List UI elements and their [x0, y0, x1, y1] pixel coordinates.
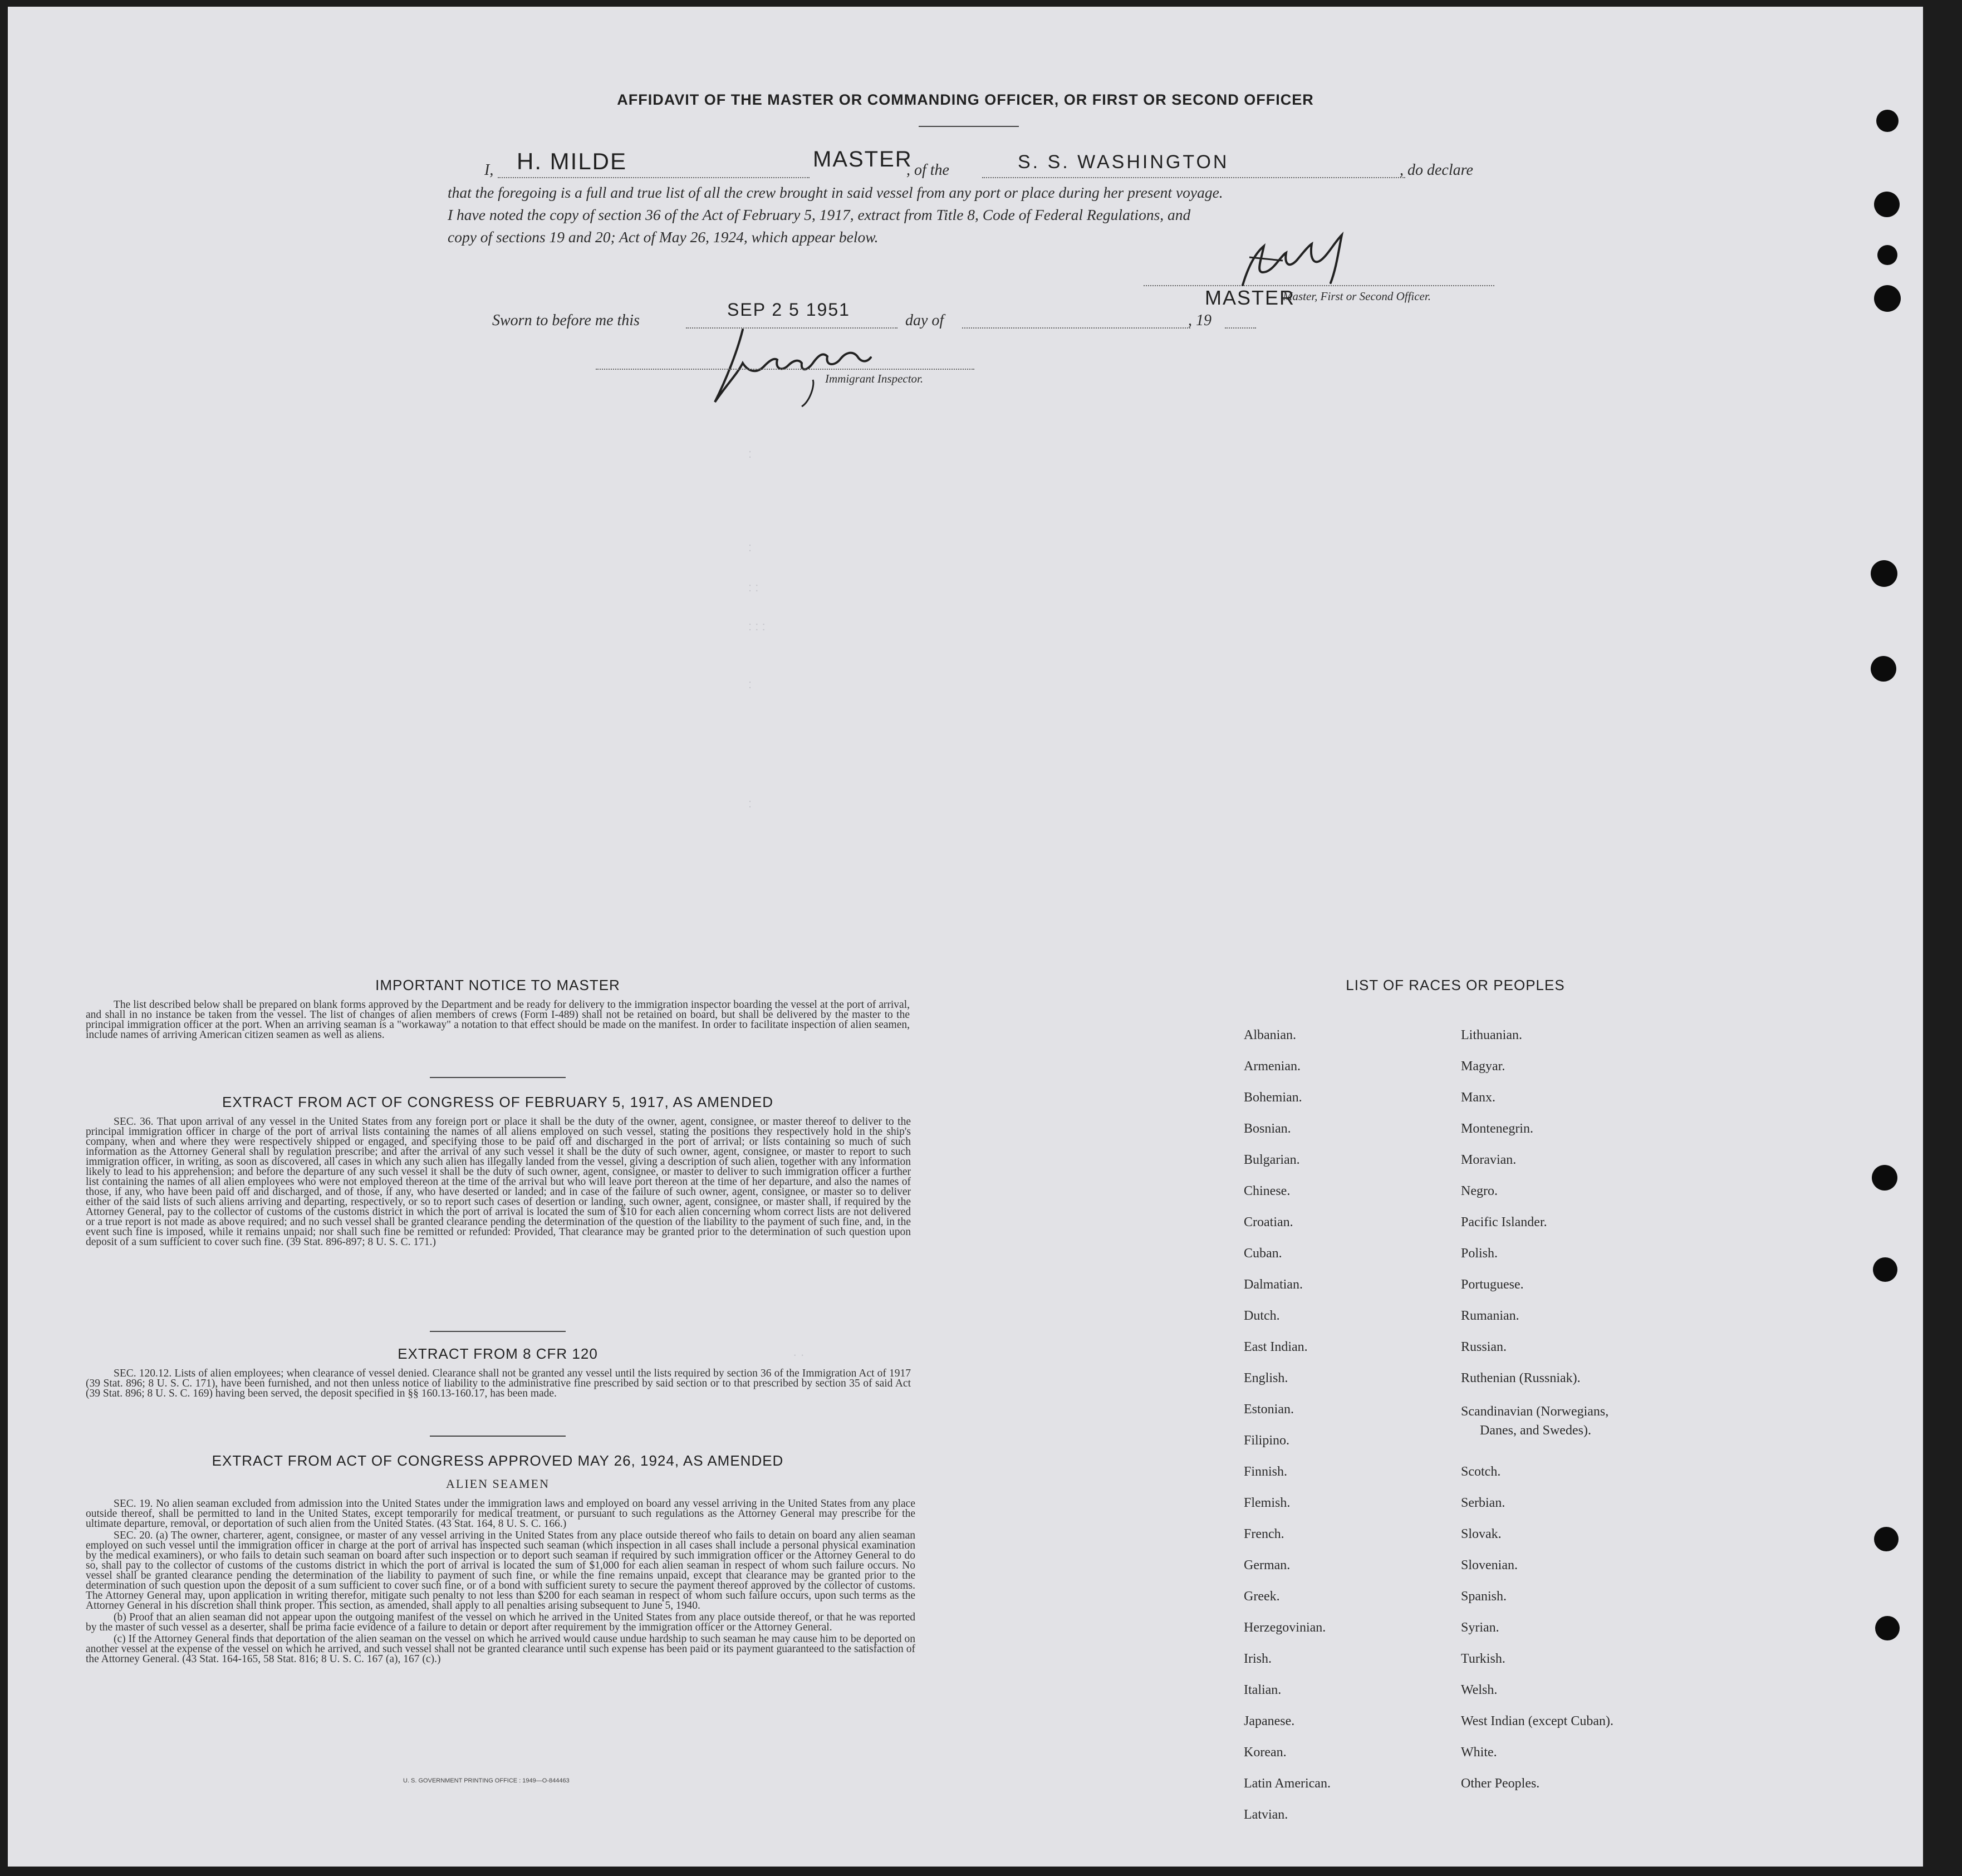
race-item: Russian. — [1461, 1340, 1507, 1354]
notice-text: The list described below shall be prepared on blank forms approved by the Department and be ready for delivery to the immigration inspector boarding the vessel at the port of arrival, and shall in no instance be taken from the vessel. The list of changes of alien members of crews (Form I-489) shall not be retained on board, but shall be delivered by the master to the principal immigration officer at the port. When an arriving seaman is a "workaway" a notation to that effect should be made on the manifest. In order to facilitate inspection of alien seamen, include names of arriving American citizen seamen as well as aliens. — [86, 999, 910, 1041]
race-item: Spanish. — [1461, 1589, 1507, 1604]
race-item: Slovak. — [1461, 1527, 1502, 1541]
race-item: Magyar. — [1461, 1059, 1505, 1074]
form-sheet: AFFIDAVIT OF THE MASTER OR COMMANDING OFFICER, OR FIRST OR SECOND OFFICER I, H. MILDE MASTER , of the S. S. WASHINGTON , do declare that the foregoing is a full and true list of all the crew brought in said vessel from any port or place during her present voyage. I have noted the copy of section 36 of the Act of February 5, 1917, extract from Title 8, Code of Federal Regulations, and copy of sections 19 and 20; Act of May 26, 1924, which appear below. MASTER Master, First or Second Officer. Sworn to before me this SEP 2 5 1951 day of , 19 Immigrant Inspector. : : : : : : : : : · · IMPORTANT NOTICE TO MASTER The list described below shall be prepared on blank forms approved by the Department and be ready for delivery to the immigration inspector boarding the vessel at the port of arrival, and shall in no instance be taken from the vessel. The list of changes of alien members of crews (Form I-489) shall not be retained on board, but shall be delivered by the master to the principal immigration officer at the port. When an arriving seaman is a "workaway" a notation to that effect should be made on the manifest. In order to facilitate inspection of alien seamen, include names of arriving American citizen seamen as well as aliens. EXTRACT FROM ACT OF CONGRESS OF FEBRUARY 5, 1917, AS AMENDED SEC. 36. That upon arrival of any vessel in the United States from any foreign port or place it shall be the duty of the owner, agent, consignee, or master thereof to deliver to the principal immigration officer in charge of the port of arrival lists containing the names of all aliens employed on such vessel, stating the positions they respectively hold in the ship's company, when and where they were respectively shipped or engaged, and specifying those to be paid off and discharged in the port of arrival; or lists containing so much of such information as the Attorney General shall by regulation prescribe; and after the arrival of any such vessel it shall be the duty of such owner, agent, consignee, or master to report to such immigration officer, in writing, as soon as discovered, all cases in which any such alien has illegally landed from the vessel, giving a description of such alien, together with any information likely to lead to his apprehension; and before the departure of any such vessel it shall be the duty of such owner, agent, consignee, or master to deliver to such immigration officer a further list containing the names of all alien employees who were not employed thereon at the time of the arrival but who will leave port thereon at the time of her departure, and also the names of those, if any, who have been paid off and discharged, and of those, if any, who have deserted or landed; and in case of the failure of such owner, agent, consignee, or master so to deliver either of the said lists of such aliens arriving and departing, respectively, or so to report such cases of desertion or landing, such owner, agent, consignee, or master shall, if required by the Attorney General, pay to the collector of customs of the customs district in which the port of arrival is located the sum of $10 for each alien concerning whom correct lists are not delivered or a true report is not made as above required; and no such vessel shall be granted clearance pending the determination of the question of the liability to the payment of such fine, and, in the event such fine is imposed, while it remains unpaid; nor shall such fine be remitted or refunded: Provided, That clearance may be granted prior to the determination of such question upon deposit of a sum sufficient to cover such fine. (39 Stat. 896-897; 8 U. S. C. 171.) EXTRACT FROM 8 CFR 120 SEC. 120.12. Lists of alien employees; when clearance of vessel denied. Clearance shall not be granted any vessel until the lists required by section 36 of the Immigration Act of 1917 (39 Stat. 896; 8 U. S. C. 171), have been furnished, and not then unless notice of liability to the administrative fine prescribed by said section or to that prescribed by section 35 of said Act (39 Stat. 896; 8 U. S. C. 169) having been served, the deposit specified in §§ 160.13-160.17, has been made. EXTRACT FROM ACT OF CONGRESS APPROVED MAY 26, 1924, AS AMENDED ALIEN SEAMEN SEC. 19. No alien seaman excluded from admission into the United States under the immigration laws and employed on board any vessel arriving in the United States from any place outside thereof, shall be permitted to land in the United States, except temporarily for medical treatment, or pursuant to such regulations as the Attorney General may prescribe for the ultimate departure, removal, or deportation of such alien from the United States. (43 Stat. 164, 8 U. S. C. 166.) SEC. 20. (a) The owner, charterer, agent, consignee, or master of any vessel arriving in the United States from any place outside thereof who fails to detain on board any alien seaman employed on such vessel until the immigration officer in charge at the port of arrival has inspected such seaman (which inspection in all cases shall include a personal physical examination by the medical examiners), or who fails to detain such seaman on board after such inspection or to deport such seaman if required by such immigration officer or the Attorney General to do so, shall pay to the collector of customs of the customs district in which the port of arrival is located the sum of $1,000 for each alien seaman in respect of whom such failure occurs. No vessel shall be granted clearance pending the determination of the liability to payment of such fine, or while the fine remains unpaid, except that clearance may be granted prior to the determination of such question upon the deposit of a sum sufficient to cover such fine, or of a bond with sufficient surety to secure the payment thereof approved by the collector of customs. The Attorney General may, upon application in writing therefor, mitigate such penalty to not less than $200 for each seaman in respect of whom such failure occurs, upon such terms as the Attorney General in his discretion shall think proper. This section, as amended, shall apply to all penalties arising subsequent to June 5, 1940. (b) Proof that an alien seaman did not appear upon the outgoing manifest of the vessel on which he arrived in the United States from any place outside thereof, or that he was reported by the master of such vessel as a deserter, shall be prima facie evidence of a failure to detain or deport after requirement by the immigration officer or the Attorney General. (c) If the Attorney General finds that deportation of the alien seaman on the vessel on which he arrived would cause undue hardship to such seaman he may cause him to be deported on another vessel at the expense of the vessel on which he arrived, and such vessel shall not be granted clearance until such expense has been paid or its payment guaranteed to the satisfaction of the Attorney General. (43 Stat. 164-165, 58 Stat. 816; 8 U. S. C. 167 (a), 167 (c).) U. S. GOVERNMENT PRINTING OFFICE : 1949—O-844463 LIST OF RACES OR PEOPLES Albanian. Armenian. Bohemian. Bosnian. Bulgarian. Chinese. Croatian. Cuban. Dalmatian. Dutch. East Indian. English. Estonian. Filipino. Finnish. Flemish. French. German. Greek. Herzegovinian. Irish. Italian. Japanese. Korean. Latin American. Latvian. Lithuanian. Magyar. Manx. Montenegrin. Moravian. Negro. Pacific Islander. Polish. Portuguese. Rumanian. Russian. Ruthenian (Russniak). Scandinavian (Norwegians, Danes, and Swedes). Scotch. Serbian. Slovak. Slovenian. Spanish. Syrian. Turkish. Welsh. West Indian (except Cuban). White. Other Peoples. — [8, 7, 1923, 1867]
race-item: Estonian. — [1244, 1402, 1294, 1417]
extract-1924-title: EXTRACT FROM ACT OF CONGRESS APPROVED MAY 26, 1924, AS AMENDED — [212, 1452, 784, 1469]
binder-hole — [1872, 1165, 1897, 1191]
race-item: Syrian. — [1461, 1620, 1499, 1635]
race-item: Armenian. — [1244, 1059, 1301, 1074]
of-the-label: , of the — [906, 161, 949, 179]
race-item: Croatian. — [1244, 1215, 1293, 1230]
race-item: Serbian. — [1461, 1496, 1505, 1510]
race-item: Filipino. — [1244, 1433, 1290, 1448]
sworn-label: Sworn to before me this — [492, 312, 640, 329]
binder-hole — [1871, 560, 1897, 587]
affidavit-line-4: copy of sections 19 and 20; Act of May 26, 1924, which appear below. — [448, 228, 879, 246]
sec-20b: (b) Proof that an alien seaman did not appear upon the outgoing manifest of the vessel on which he arrived in the United States from any place outside thereof, or that he was reported by the master of such vessel as a deserter, shall be prima facie evidence of a failure to detain or deport after requirement by the immigration officer or the Attorney General. — [86, 1612, 915, 1633]
day-of-label: day of — [905, 312, 944, 329]
race-item: Herzegovinian. — [1244, 1620, 1326, 1635]
race-item: Manx. — [1461, 1090, 1495, 1105]
sworn-date-stamp: SEP 2 5 1951 — [727, 300, 850, 320]
extract-1924-text — [86, 1499, 915, 1666]
race-item: Greek. — [1244, 1589, 1280, 1604]
binder-hole — [1875, 1616, 1900, 1640]
race-item: Irish. — [1244, 1652, 1272, 1666]
race-item: Montenegrin. — [1461, 1121, 1533, 1136]
race-item: Rumanian. — [1461, 1309, 1519, 1323]
race-item: Lithuanian. — [1461, 1028, 1522, 1042]
race-item: Slovenian. — [1461, 1558, 1518, 1573]
sec-20c: (c) If the Attorney General finds that deportation of the alien seaman on the vessel on which he arrived would cause undue hardship to such seaman he may cause him to be deported on another vessel at the expense of the vessel on which he arrived, and such vessel shall not be granted clearance until such expense has been paid or its payment guaranteed to the satisfaction of the Attorney General. (43 Stat. 164-165, 58 Stat. 816; 8 U. S. C. 167 (a), 167 (c).) — [86, 1633, 915, 1665]
master-rank: MASTER — [813, 147, 913, 172]
race-item: Polish. — [1461, 1246, 1498, 1261]
race-item: Other Peoples. — [1461, 1776, 1540, 1791]
extract-8cfr-title: EXTRACT FROM 8 CFR 120 — [398, 1345, 598, 1362]
binder-hole — [1873, 1257, 1897, 1282]
gpo-imprint: U. S. GOVERNMENT PRINTING OFFICE : 1949—O-844463 — [403, 1777, 570, 1784]
race-item: Pacific Islander. — [1461, 1215, 1547, 1230]
inspector-caption: Immigrant Inspector. — [825, 372, 924, 385]
extract-8cfr-text: SEC. 120.12. Lists of alien employees; when clearance of vessel denied. Clearance shall not be granted any vessel until the lists required by section 36 of the Immigration Act of 1917 (39 Stat. 896; 8 U. S. C. 171), have been furnished, and not then unless notice of liability to the administrative fine prescribed by said section or to that prescribed by section 35 of said Act (39 Stat. 896; 8 U. S. C. 169) having been served, the deposit specified in §§ 160.13-160.17, has been made. — [86, 1368, 911, 1399]
race-item: English. — [1244, 1371, 1288, 1385]
vessel-name: S. S. WASHINGTON — [1018, 151, 1229, 173]
race-item: Turkish. — [1461, 1652, 1505, 1666]
sec-19: SEC. 19. No alien seaman excluded from admission into the United States under the immigration laws and employed on board any vessel arriving in the United States from any place outside thereof, shall be permitted to land in the United States, except temporarily for medical treatment, or pursuant to such regulations as the Attorney General may prescribe for the ultimate departure, removal, or deportation of such alien from the United States. (43 Stat. 164, 8 U. S. C. 166.) — [86, 1498, 915, 1530]
do-declare-label: , do declare — [1400, 161, 1473, 179]
signer-rank-stamp: MASTER — [1205, 286, 1296, 309]
race-item: Danes, and Swedes). — [1480, 1423, 1591, 1438]
race-item: Bohemian. — [1244, 1090, 1302, 1105]
binder-hole — [1874, 1527, 1899, 1551]
alien-seamen-subtitle: ALIEN SEAMEN — [446, 1477, 550, 1491]
race-item: Latin American. — [1244, 1776, 1331, 1791]
race-item: Korean. — [1244, 1745, 1287, 1760]
race-item: Negro. — [1461, 1184, 1498, 1198]
race-item: German. — [1244, 1558, 1291, 1573]
race-item: Dutch. — [1244, 1309, 1280, 1323]
sec-20a: SEC. 20. (a) The owner, charterer, agent, consignee, or master of any vessel arriving in the United States from any place outside thereof who fails to detain on board any alien seaman employed on such vessel until the immigration officer in charge at the port of arrival has inspected such seaman (which inspection in all cases shall include a personal physical examination by the medical examiners), or who fails to detain such seaman on board after such inspection or to deport such seaman if required by such immigration officer or the Attorney General to do so, shall pay to the collector of customs of the customs district in which the port of arrival is located the sum of $1,000 for each alien seaman in respect of whom such failure occurs. No vessel shall be granted clearance pending the determination of the liability to payment of such fine, or while the fine remains unpaid, except that clearance may be granted prior to the determination of such question upon the deposit of a sum sufficient to cover such fine, or of a bond with sufficient surety to secure the payment thereof approved by the collector of customs. The Attorney General may, upon application in writing therefor, mitigate such penalty to not less than $200 for each seaman in respect of whom such failure occurs, upon such terms as the Attorney General in his discretion shall think proper. This section, as amended, shall apply to all penalties arising subsequent to June 5, 1940. — [86, 1530, 915, 1612]
binder-hole — [1871, 656, 1896, 682]
race-item: White. — [1461, 1745, 1497, 1760]
race-item: Italian. — [1244, 1683, 1282, 1697]
binder-hole — [1876, 110, 1899, 132]
master-name: H. MILDE — [517, 148, 627, 174]
race-item: Scotch. — [1461, 1464, 1501, 1479]
race-item: Bulgarian. — [1244, 1153, 1300, 1167]
race-item: Latvian. — [1244, 1808, 1288, 1822]
race-item: Cuban. — [1244, 1246, 1282, 1261]
race-item: Moravian. — [1461, 1153, 1517, 1167]
race-item: Chinese. — [1244, 1184, 1291, 1198]
inspector-signature-line — [596, 369, 974, 370]
affidavit-heading: AFFIDAVIT OF THE MASTER OR COMMANDING OFFICER, OR FIRST OR SECOND OFFICER — [617, 91, 1314, 108]
binder-hole — [1874, 192, 1900, 217]
heading-divider — [919, 126, 1019, 127]
notice-title: IMPORTANT NOTICE TO MASTER — [375, 977, 620, 993]
affidavit-line-3: I have noted the copy of section 36 of the Act of February 5, 1917, extract from Title 8, Code of Federal Regulations, and — [448, 206, 1191, 223]
affidavit-i-label: I, — [484, 161, 494, 179]
extract-1917-text: SEC. 36. That upon arrival of any vessel in the United States from any foreign port or place it shall be the duty of the owner, agent, consignee, or master thereof to deliver to the principal immigration officer in charge of the port of arrival lists containing the names of all aliens employed on such vessel, stating the positions they respectively hold in the ship's company, when and where they were respectively shipped or engaged, and specifying those to be paid off and discharged in the port of arrival; or lists containing so much of such information as the Attorney General shall by regulation prescribe; and after the arrival of any such vessel it shall be the duty of such owner, agent, consignee, or master to report to such immigration officer, in writing, as soon as discovered, all cases in which any such alien has illegally landed from the vessel, giving a description of such alien, together with any information likely to lead to his apprehension; and before the departure of any such vessel it shall be the duty of such owner, agent, consignee, or master to deliver to such immigration officer a further list containing the names of all alien employees who were not employed thereon at the time of the arrival but who will leave port thereon at the time of her departure, and also the names of those, if any, who have been paid off and discharged, and of those, if any, who have deserted or landed; and in case of the failure of such owner, agent, consignee, or master so to deliver either of the said lists of such aliens arriving and departing, respectively, or so to report such cases of desertion or landing, such owner, agent, consignee, or master shall, if required by the Attorney General, pay to the collector of customs of the customs district in which the port of arrival is located the sum of $10 for each alien concerning whom correct lists are not delivered or a true report is not made as above required; and no such vessel shall be granted clearance pending the determination of the question of the liability to the payment of such fine, and, in the event such fine is imposed, while it remains unpaid; nor shall such fine be remitted or refunded: Provided, That clearance may be granted prior to the determination of such question upon deposit of a sum sufficient to cover such fine. (39 Stat. 896-897; 8 U. S. C. 171.) — [86, 1116, 911, 1248]
race-item: Bosnian. — [1244, 1121, 1291, 1136]
race-item: Finnish. — [1244, 1464, 1288, 1479]
race-item: Dalmatian. — [1244, 1277, 1303, 1292]
race-item: East Indian. — [1244, 1340, 1308, 1354]
affidavit-line-2: that the foregoing is a full and true list of all the crew brought in said vessel from any port or place during her present voyage. — [448, 184, 1223, 201]
race-item: Scandinavian (Norwegians, — [1461, 1404, 1609, 1419]
inspector-signature — [704, 319, 887, 413]
race-item: Japanese. — [1244, 1714, 1295, 1728]
race-item: Flemish. — [1244, 1496, 1291, 1510]
race-item: Ruthenian (Russniak). — [1461, 1371, 1581, 1385]
races-title: LIST OF RACES OR PEOPLES — [1346, 977, 1565, 993]
race-item: Portuguese. — [1461, 1277, 1524, 1292]
binder-hole — [1877, 245, 1897, 265]
race-item: West Indian (except Cuban). — [1461, 1714, 1613, 1728]
binder-hole — [1874, 285, 1901, 312]
race-item: Albanian. — [1244, 1028, 1296, 1042]
race-item: French. — [1244, 1527, 1284, 1541]
extract-1917-title: EXTRACT FROM ACT OF CONGRESS OF FEBRUARY 5, 1917, AS AMENDED — [222, 1094, 773, 1110]
signer-caption: Master, First or Second Officer. — [1283, 290, 1431, 303]
race-item: Welsh. — [1461, 1683, 1498, 1697]
year-prefix: , 19 — [1188, 312, 1211, 329]
